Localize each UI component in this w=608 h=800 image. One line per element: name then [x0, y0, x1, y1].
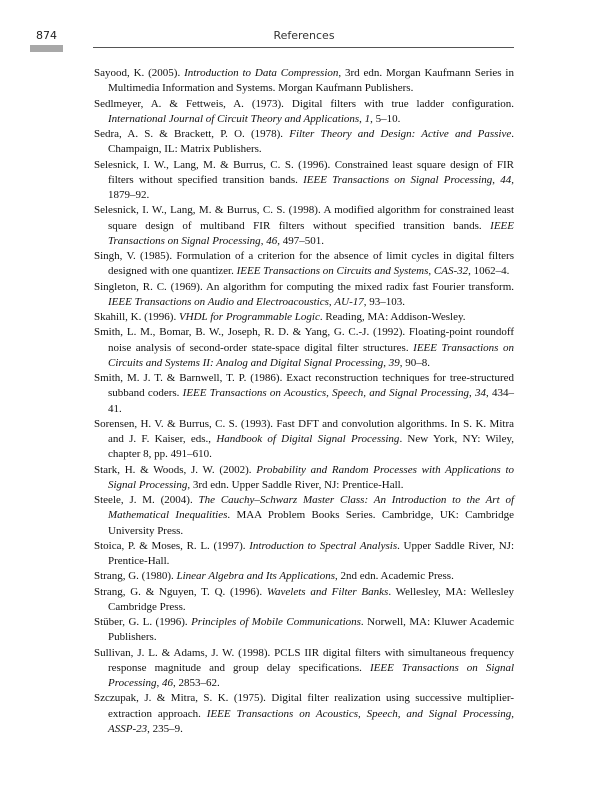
page-number: 874	[36, 29, 57, 42]
reference-entry: Strang, G. & Nguyen, T. Q. (1996). Wavelets and Filter Banks. Wellesley, MA: Wellesley Cambridge Press.	[94, 585, 514, 613]
header-rule	[93, 47, 514, 48]
reference-entry: Stoica, P. & Moses, R. L. (1997). Introduction to Spectral Analysis. Upper Saddle River, NJ: Prentice-Hall.	[94, 539, 514, 567]
reference-entry: Sayood, K. (2005). Introduction to Data Compression, 3rd edn. Morgan Kaufmann Series in Multimedia Information and Systems. Morgan Kaufmann Publishers.	[94, 67, 514, 95]
reference-entry: Stark, H. & Woods, J. W. (2002). Probability and Random Processes with Applications to Signal Processing, 3rd edn. Upper Saddle River, NJ: Prentice-Hall.	[94, 463, 514, 491]
reference-entry: Skahill, K. (1996). VHDL for Programmable Logic. Reading, MA: Addison-Wesley.	[94, 311, 466, 323]
reference-entry: Smith, M. J. T. & Barnwell, T. P. (1986). Exact reconstruction techniques for tree-structured subband coders. IEEE Transactions on Acoustics, Speech, and Signal Processing, 34, 434–41.	[94, 372, 515, 415]
reference-entry: Selesnick, I. W., Lang, M. & Burrus, C. S. (1998). A modified algorithm for constrained least square design of multiband FIR filters without specified transition bands. IEEE Transactions on Signal Processing, 46, 497–501.	[94, 204, 514, 247]
reference-entry: Smith, L. M., Bomar, B. W., Joseph, R. D. & Yang, G. C.-J. (1992). Floating-point roundoff noise analysis of second-order state-space digital filter structures. IEEE Transactions on Circuits and Systems II: Analog and Digital Signal Processing, 39, 90–8.	[94, 326, 514, 369]
reference-entry: Szczupak, J. & Mitra, S. K. (1975). Digital filter realization using successive multiplier-extraction approach. IEEE Transactions on Acoustics, Speech, and Signal Processing, ASSP-23, 235–9.	[94, 692, 514, 735]
reference-entry: Singh, V. (1985). Formulation of a criterion for the absence of limit cycles in digital filters designed with one quantizer. IEEE Transactions on Circuits and Systems, CAS-32, 1062–4.	[94, 250, 514, 278]
reference-entry: Sedlmeyer, A. & Fettweis, A. (1973). Digital filters with true ladder configuration. International Journal of Circuit Theory and Applications, 1, 5–10.	[94, 97, 514, 125]
reference-entry: Sorensen, H. V. & Burrus, C. S. (1993). Fast DFT and convolution algorithms. In S. K. Mitra and J. F. Kaiser, eds., Handbook of Digital Signal Processing. New York, NY: Wiley, chapter 8, pp. 491–610.	[94, 417, 514, 461]
running-head: References	[273, 29, 335, 42]
reference-entry: Singleton, R. C. (1969). An algorithm for computing the mixed radix fast Fourier transform. IEEE Transactions on Audio and Electroacoustics, AU-17, 93–103.	[94, 280, 514, 308]
reference-list	[94, 66, 514, 737]
reference-entry: Selesnick, I. W., Lang, M. & Burrus, C. S. (1996). Constrained least square design of FIR filters without specified transition bands. IEEE Transactions on Signal Processing, 44, 1879–92.	[94, 158, 515, 201]
reference-entry: Strang, G. (1980). Linear Algebra and Its Applications, 2nd edn. Academic Press.	[94, 570, 454, 583]
page-header	[0, 27, 608, 47]
thumb-tab-bar	[30, 45, 63, 52]
reference-entry: Stüber, G. L. (1996). Principles of Mobile Communications. Norwell, MA: Kluwer Academic Publishers.	[94, 616, 515, 644]
reference-entry: Sullivan, J. L. & Adams, J. W. (1998). PCLS IIR digital filters with simultaneous frequency response magnitude and group delay specifications. IEEE Transactions on Signal Processing, 46, 2853–62.	[94, 646, 514, 689]
reference-entry: Steele, J. M. (2004). The Cauchy–Schwarz Master Class: An Introduction to the Art of Mathematical Inequalities. MAA Problem Books Series. Cambridge, UK: Cambridge University Press.	[94, 494, 514, 537]
reference-entry: Sedra, A. S. & Brackett, P. O. (1978). Filter Theory and Design: Active and Passive. Champaign, IL: Matrix Publishers.	[94, 128, 515, 156]
